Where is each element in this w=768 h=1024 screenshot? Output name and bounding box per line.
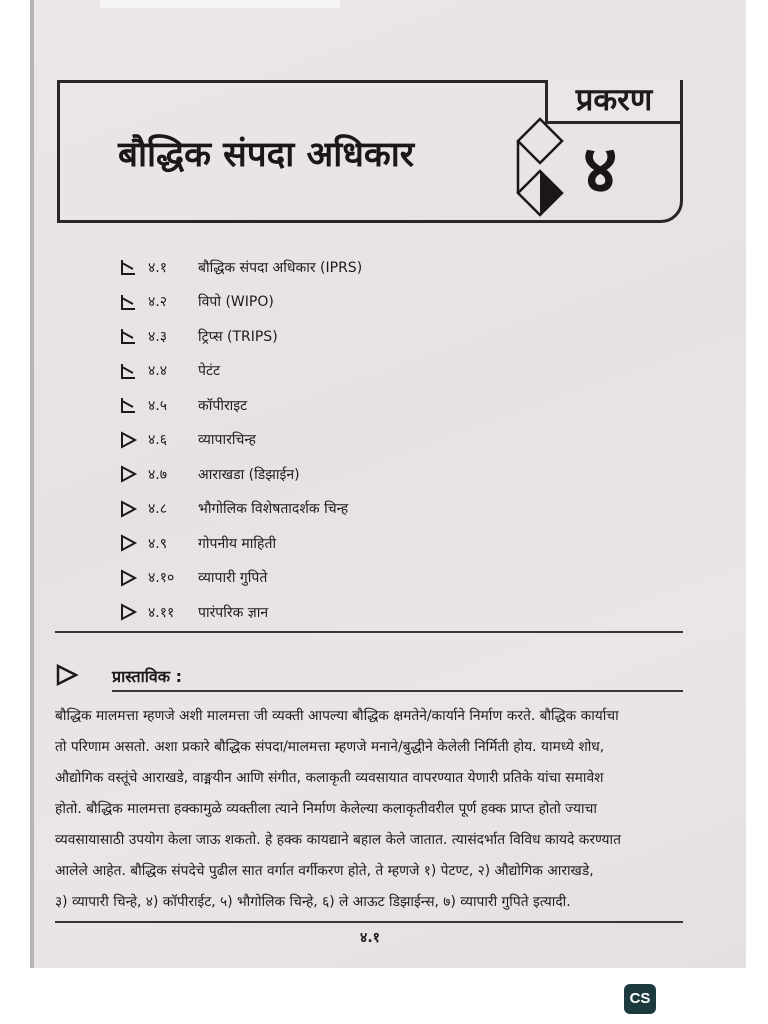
topic-label: विपो (WIPO) bbox=[198, 294, 274, 311]
chapter-title: बौद्धिक संपदा अधिकार bbox=[118, 135, 415, 175]
lower-diamond-fill-icon bbox=[540, 171, 562, 215]
topics-divider bbox=[55, 631, 683, 633]
topic-label: व्यापारी गुपिते bbox=[198, 570, 268, 587]
triangle-bullet-icon bbox=[118, 602, 148, 622]
topic-number: ४.१० bbox=[148, 570, 175, 587]
triangle-bullet-icon bbox=[118, 499, 148, 519]
intro-line: औद्योगिक वस्तूंचे आराखडे, वाङ्मयीन आणि संगीत, कलाकृती व्यवसायात वापरण्यात येणारी प्रतिके यांचा समावेश bbox=[55, 770, 604, 786]
page-top-edge bbox=[100, 0, 340, 8]
topic-number: ४.३ bbox=[148, 328, 168, 345]
intro-line: होतो. बौद्धिक मालमत्ता हक्कामुळे व्यक्तीला त्याने निर्माण केलेल्या कलाकृतीवरील पूर्ण हक्क प्राप्त होतो ज्याचा bbox=[55, 801, 597, 817]
topic-label: पारंपरिक ज्ञान bbox=[198, 604, 269, 621]
section-heading-underline bbox=[112, 690, 683, 692]
topic-number: ४.२ bbox=[148, 294, 168, 311]
triangle-bullet-icon bbox=[118, 533, 148, 553]
topic-label: गोपनीय माहिती bbox=[198, 535, 277, 552]
intro-line: ३) व्यापारी चिन्हे, ४) कॉपीराईट, ५) भौगोलिक चिन्हे, ६) ले आऊट डिझाईन्स, ७) व्यापारी गुपिते इत्यादी. bbox=[55, 894, 571, 910]
intro-line: आलेले आहेत. बौद्धिक संपदेचे पुढील सात वर्गात वर्गीकरण होते, ते म्हणजे १) पेटण्ट, २) औद्योगिक आराखडे, bbox=[55, 863, 594, 879]
topic-item bbox=[118, 285, 362, 320]
topic-item bbox=[118, 319, 362, 354]
topic-number: ४.७ bbox=[148, 466, 168, 483]
topic-item bbox=[118, 423, 362, 458]
triangle-bullet-icon bbox=[55, 664, 79, 686]
triangle-bullet-icon bbox=[118, 568, 148, 588]
triangle-bullet-icon bbox=[118, 395, 148, 415]
triangle-bullet-icon bbox=[118, 430, 148, 450]
page-edge-shadow bbox=[30, 0, 34, 968]
intro-line: व्यवसायासाठी उपयोग केला जाऊ शकतो. हे हक्क कायद्याने बहाल केले जातात. त्यासंदर्भात विविध कायदे करण्यात bbox=[55, 832, 621, 848]
topic-label: ट्रिप्स (TRIPS) bbox=[198, 328, 278, 345]
intro-paragraph bbox=[55, 706, 683, 923]
topic-item bbox=[118, 388, 362, 423]
triangle-bullet-icon bbox=[118, 257, 148, 277]
upper-diamond-icon bbox=[518, 119, 562, 163]
topic-number: ४.९ bbox=[148, 535, 168, 552]
topic-label: बौद्धिक संपदा अधिकार (IPRS) bbox=[198, 259, 363, 276]
topic-number: ४.१ bbox=[148, 259, 168, 276]
topic-number: ४.६ bbox=[148, 432, 168, 449]
camscanner-badge-icon: CS bbox=[624, 984, 656, 1014]
topic-item bbox=[118, 595, 362, 630]
topic-list bbox=[118, 250, 362, 630]
topic-number: ४.५ bbox=[148, 397, 168, 414]
intro-line: तो परिणाम असतो. अशा प्रकारे बौद्धिक संपदा/मालमत्ता म्हणजे मनाने/बुद्धीने केलेली निर्मिती होय. यामध्ये शोध, bbox=[55, 739, 605, 755]
topic-item bbox=[118, 561, 362, 596]
triangle-bullet-icon bbox=[118, 326, 148, 346]
topic-number: ४.४ bbox=[148, 363, 168, 380]
footer-divider bbox=[55, 921, 683, 923]
topic-item bbox=[118, 354, 362, 389]
topic-label: आराखडा (डिझाईन) bbox=[198, 466, 300, 483]
topic-item bbox=[118, 492, 362, 527]
topic-item bbox=[118, 457, 362, 492]
topic-number: ४.११ bbox=[148, 604, 175, 621]
topic-label: कॉपीराइट bbox=[198, 397, 248, 414]
topic-label: भौगोलिक विशेषतादर्शक चिन्ह bbox=[198, 501, 349, 518]
page-number: ४.१ bbox=[360, 930, 380, 946]
diamond-ornament-icon bbox=[514, 117, 574, 221]
chapter-tab-label: प्रकरण bbox=[545, 80, 683, 124]
topic-number: ४.८ bbox=[148, 501, 168, 518]
section-heading: प्रास्ताविक : bbox=[112, 667, 183, 686]
triangle-bullet-icon bbox=[118, 361, 148, 381]
topic-label: व्यापारचिन्ह bbox=[198, 432, 256, 449]
topic-item bbox=[118, 250, 362, 285]
triangle-bullet-icon bbox=[118, 464, 148, 484]
intro-line: बौद्धिक मालमत्ता म्हणजे अशी मालमत्ता जी व्यक्ती आपल्या बौद्धिक क्षमतेने/कार्याने निर्माण करते. बौद्धिक कार्याचा bbox=[55, 708, 619, 724]
triangle-bullet-icon bbox=[118, 292, 148, 312]
chapter-number: ४ bbox=[583, 131, 618, 208]
topic-item bbox=[118, 526, 362, 561]
topic-label: पेटंट bbox=[198, 363, 221, 380]
